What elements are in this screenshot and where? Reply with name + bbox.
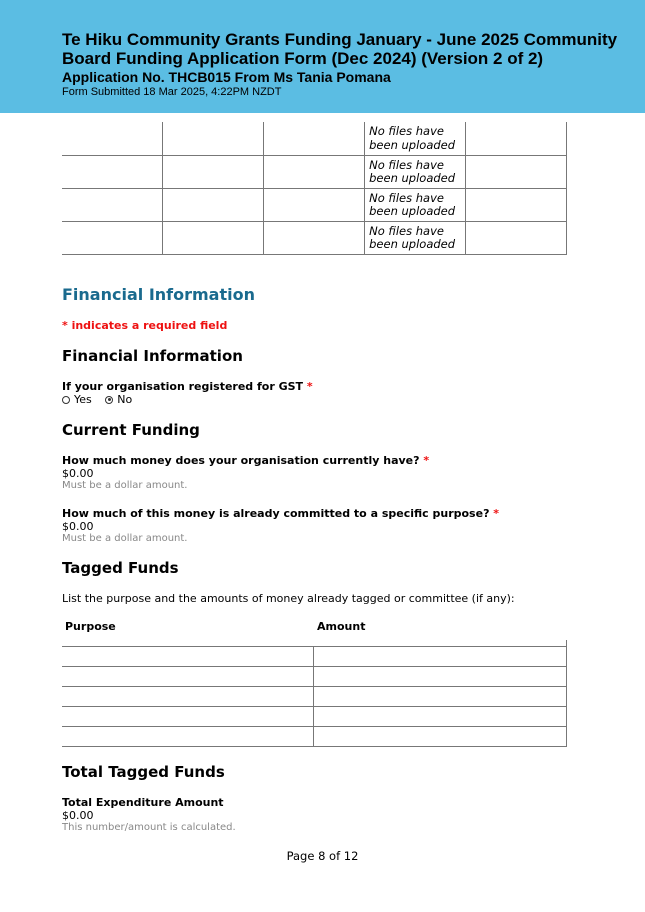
table-cell <box>62 155 163 188</box>
money-question <box>62 454 429 467</box>
table-row <box>62 188 567 221</box>
gst-question <box>62 380 313 393</box>
table-cell <box>466 221 567 254</box>
required-field-note: * indicates a required field <box>62 319 228 332</box>
committed-hint: Must be a dollar amount. <box>62 533 188 544</box>
purpose-cell <box>62 707 314 726</box>
purpose-cell <box>62 687 314 706</box>
gst-yes-radio[interactable] <box>62 393 92 406</box>
table-row <box>62 707 567 727</box>
money-value: $0.00 <box>62 467 94 480</box>
table-cell <box>264 188 365 221</box>
submission-timestamp: Form Submitted 18 Mar 2025, 4:22PM NZDT <box>62 86 282 98</box>
no-files-text: No files have been uploaded <box>365 221 466 254</box>
total-expenditure-value: $0.00 <box>62 809 94 822</box>
total-tagged-heading: Total Tagged Funds <box>62 763 225 781</box>
current-funding-heading: Current Funding <box>62 421 200 439</box>
tagged-funds-table <box>62 620 567 747</box>
application-number: Application No. THCB015 From Ms Tania Pomana <box>62 69 391 85</box>
gst-question-label: If your organisation registered for GST <box>62 380 304 393</box>
table-cell <box>62 640 314 646</box>
table-row <box>62 155 567 188</box>
table-row <box>62 727 567 747</box>
no-files-text: No files have been uploaded <box>365 188 466 221</box>
tagged-funds-heading: Tagged Funds <box>62 559 179 577</box>
table-cell <box>163 155 264 188</box>
purpose-column-header: Purpose <box>65 620 116 633</box>
amount-cell <box>314 707 567 726</box>
radio-selected-icon <box>105 396 113 404</box>
table-cell <box>466 155 567 188</box>
required-mark: * <box>493 507 500 520</box>
table-cell <box>163 221 264 254</box>
table-cell <box>466 122 567 155</box>
amount-column-header: Amount <box>317 620 366 633</box>
gst-no-radio[interactable] <box>105 393 132 406</box>
committed-question <box>62 507 499 520</box>
purpose-cell <box>62 727 314 746</box>
uploaded-files-table <box>62 122 567 255</box>
table-cell <box>264 221 365 254</box>
table-header <box>62 620 567 640</box>
gst-yes-label: Yes <box>74 393 92 406</box>
form-title: Te Hiku Community Grants Funding January - June 2025 Community Board Funding Application Form (Dec 2024) (Version 2 of 2) <box>62 30 618 68</box>
no-files-text: No files have been uploaded <box>365 155 466 188</box>
table-row <box>62 640 567 647</box>
tagged-funds-instructions: List the purpose and the amounts of money already tagged or committee (if any): <box>62 592 515 605</box>
total-expenditure-hint: This number/amount is calculated. <box>62 822 236 833</box>
amount-cell <box>314 687 567 706</box>
amount-cell <box>314 647 567 666</box>
money-question-label: How much money does your organisation currently have? <box>62 454 420 467</box>
committed-question-label: How much of this money is already committed to a specific purpose? <box>62 507 490 520</box>
table-cell <box>163 188 264 221</box>
money-hint: Must be a dollar amount. <box>62 480 188 491</box>
table-cell <box>62 188 163 221</box>
financial-heading: Financial Information <box>62 347 243 365</box>
required-mark: * <box>423 454 430 467</box>
table-cell <box>62 122 163 155</box>
radio-empty-icon <box>62 396 70 404</box>
total-expenditure-label: Total Expenditure Amount <box>62 796 224 809</box>
table-cell <box>466 188 567 221</box>
gst-radio-group <box>62 393 142 407</box>
no-files-text: No files have been uploaded <box>365 122 466 155</box>
table-cell <box>62 221 163 254</box>
required-mark: * <box>306 380 313 393</box>
amount-cell <box>314 667 567 686</box>
table-row <box>62 667 567 687</box>
form-header <box>0 0 645 113</box>
amount-cell <box>314 727 567 746</box>
table-cell <box>264 122 365 155</box>
section-title: Financial Information <box>62 285 255 304</box>
page-number: Page 8 of 12 <box>286 849 359 863</box>
gst-no-label: No <box>117 393 133 406</box>
table-row <box>62 687 567 707</box>
table-row <box>62 647 567 667</box>
table-cell <box>264 155 365 188</box>
table-cell <box>314 640 567 646</box>
purpose-cell <box>62 647 314 666</box>
committed-value: $0.00 <box>62 520 94 533</box>
table-row <box>62 221 567 254</box>
table-cell <box>163 122 264 155</box>
table-row <box>62 122 567 155</box>
purpose-cell <box>62 667 314 686</box>
